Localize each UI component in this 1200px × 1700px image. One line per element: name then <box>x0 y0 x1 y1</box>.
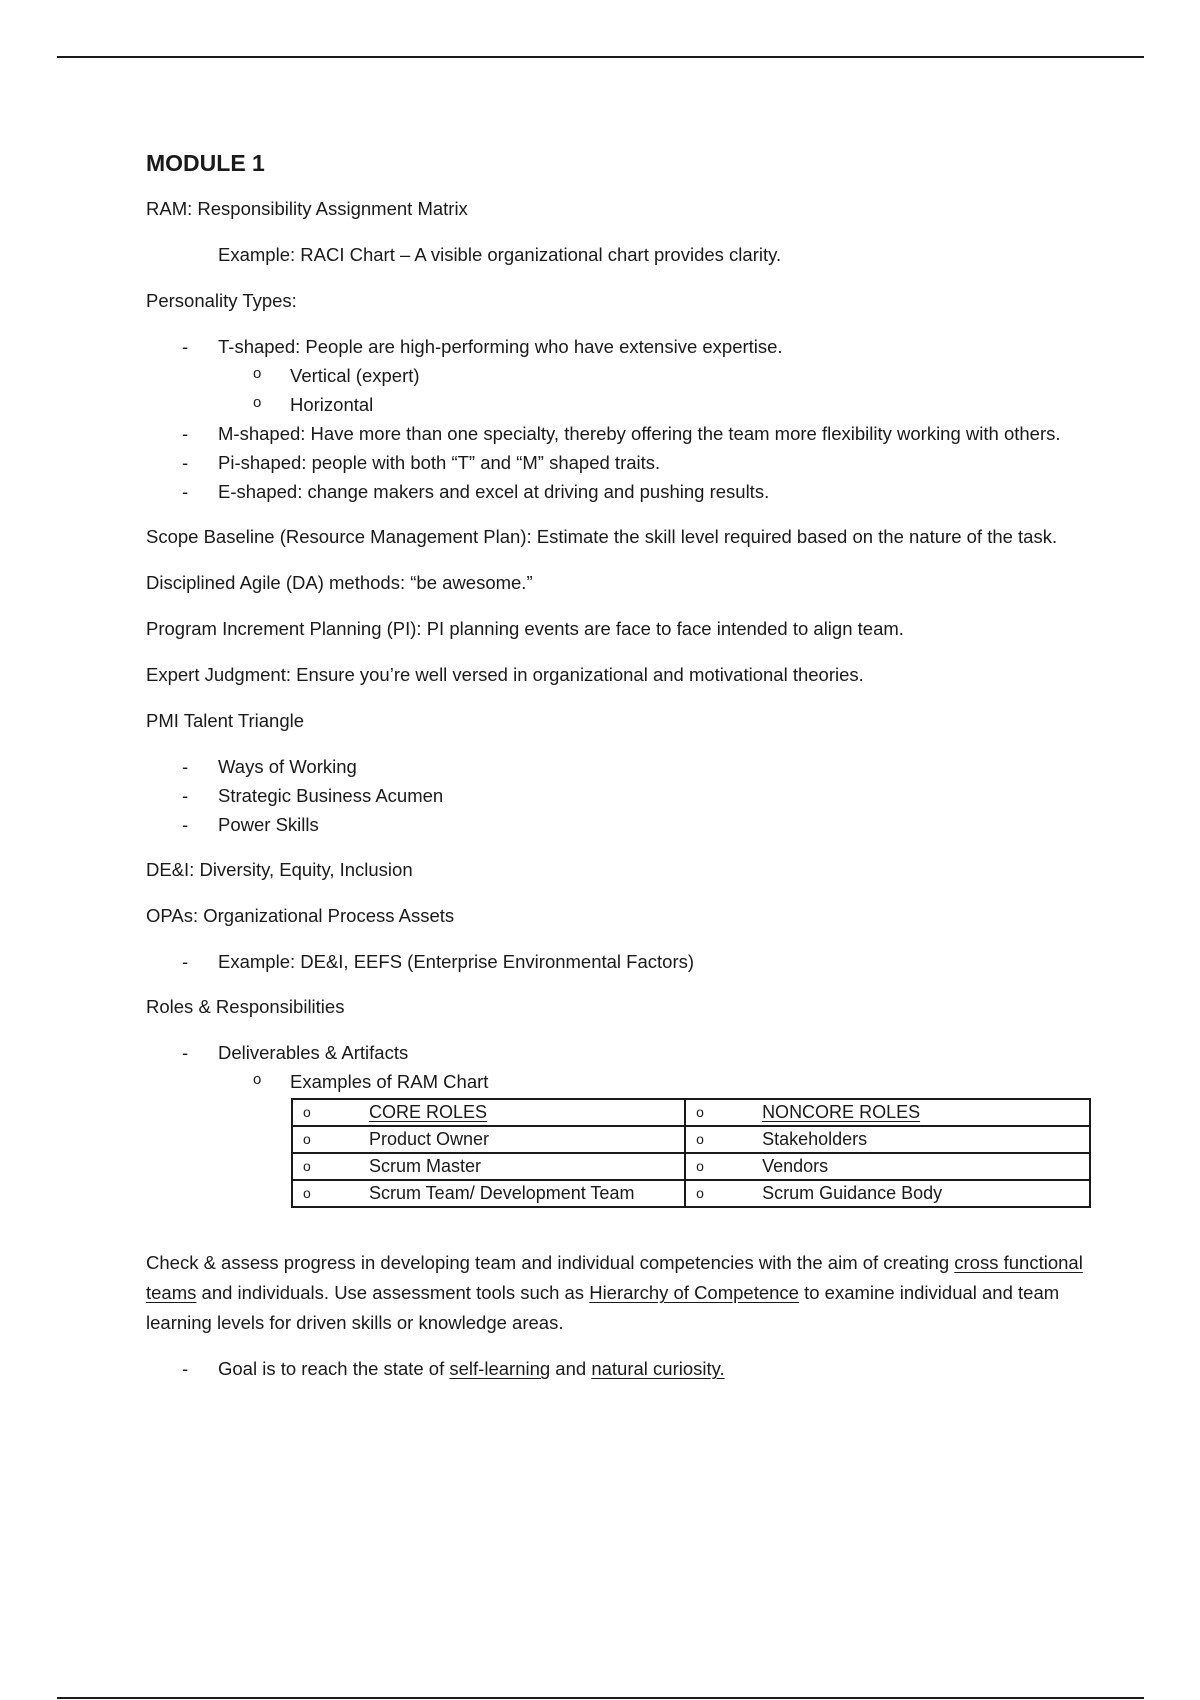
list-item: - Goal is to reach the state of self-learning and natural curiosity. <box>146 1354 1106 1383</box>
goal-list <box>146 1354 1106 1383</box>
self-learning-term: self-learning <box>449 1358 551 1379</box>
disciplined-agile: Disciplined Agile (DA) methods: “be awesome.” <box>146 572 533 593</box>
table-cell: Scrum Team/ Development Team <box>369 1183 635 1203</box>
header-rule <box>57 56 1144 58</box>
footer-rule <box>57 1697 1144 1699</box>
dei-definition: DE&I: Diversity, Equity, Inclusion <box>146 859 413 880</box>
opas-list <box>146 947 1106 976</box>
expert-judgment: Expert Judgment: Ensure you’re well versed in organizational and motivational theories. <box>146 664 864 685</box>
talent-heading: PMI Talent Triangle <box>146 710 305 731</box>
circle-bullet-icon: o <box>303 1158 311 1174</box>
circle-bullet-icon: o <box>696 1104 704 1120</box>
page-title: MODULE 1 <box>146 150 265 176</box>
circle-bullet-icon: o <box>303 1131 311 1147</box>
noncore-roles-header: NONCORE ROLES <box>762 1102 921 1122</box>
circle-bullet-icon: o <box>696 1131 704 1147</box>
list-item: - T-shaped: People are high-performing who have extensive expertise. o Vertical (expert) o Horizontal <box>146 332 1106 419</box>
roles-sublist <box>218 1067 1106 1096</box>
list-item: o Vertical (expert) <box>218 361 1106 390</box>
ram-definition: RAM: Responsibility Assignment Matrix <box>146 198 468 219</box>
talent-list <box>146 752 1106 839</box>
table-cell: Scrum Guidance Body <box>762 1183 943 1203</box>
list-item: - Pi-shaped: people with both “T” and “M” shaped traits. <box>146 448 1106 477</box>
table-cell: Vendors <box>762 1156 829 1176</box>
competency-paragraph: Check & assess progress in developing team and individual competencies with the aim of creating cross functional teams and individuals. Use assessment tools such as Hierarchy of Competence to examine individual and team learning levels for driven skills or knowledge areas. <box>146 1252 1083 1333</box>
circle-bullet-icon: o <box>303 1104 311 1120</box>
list-item: o Horizontal <box>218 390 1106 419</box>
pi-planning: Program Increment Planning (PI): PI planning events are face to face intended to align team. <box>146 618 904 639</box>
list-item: - Deliverables & Artifacts o Examples of RAM Chart <box>146 1038 1106 1096</box>
personality-heading: Personality Types: <box>146 290 297 311</box>
ram-table <box>291 1098 1091 1208</box>
cross-functional-teams-term: cross functional teams <box>146 1252 1083 1303</box>
list-item: - E-shaped: change makers and excel at driving and pushing results. <box>146 477 1106 506</box>
personality-list <box>146 332 1106 506</box>
core-roles-header: CORE ROLES <box>369 1102 488 1122</box>
table-cell: Product Owner <box>369 1129 490 1149</box>
table-row <box>292 1126 1090 1153</box>
natural-curiosity-term: natural curiosity. <box>591 1358 725 1379</box>
list-item: - Power Skills <box>146 810 1106 839</box>
list-item: - M-shaped: Have more than one specialty, thereby offering the team more flexibility working with others. <box>146 419 1106 448</box>
document-page <box>146 146 1106 1399</box>
scope-baseline: Scope Baseline (Resource Management Plan): Estimate the skill level required based on the nature of the task. <box>146 526 1058 547</box>
t-shaped-sublist <box>218 361 1106 419</box>
table-cell: Scrum Master <box>369 1156 482 1176</box>
table-header-row <box>292 1099 1090 1126</box>
roles-heading: Roles & Responsibilities <box>146 996 345 1017</box>
circle-bullet-icon: o <box>303 1185 311 1201</box>
table-row <box>292 1153 1090 1180</box>
circle-bullet-icon: o <box>696 1185 704 1201</box>
list-item: - Ways of Working <box>146 752 1106 781</box>
list-item: - Strategic Business Acumen <box>146 781 1106 810</box>
ram-example: Example: RACI Chart – A visible organizational chart provides clarity. <box>218 244 782 265</box>
table-row <box>292 1180 1090 1207</box>
list-item: - Example: DE&I, EEFS (Enterprise Environmental Factors) <box>146 947 1106 976</box>
list-item: o Examples of RAM Chart <box>218 1067 1106 1096</box>
opas-definition: OPAs: Organizational Process Assets <box>146 905 455 926</box>
roles-list <box>146 1038 1106 1096</box>
table-cell: Stakeholders <box>762 1129 868 1149</box>
hierarchy-of-competence-term: Hierarchy of Competence <box>589 1282 799 1303</box>
circle-bullet-icon: o <box>696 1158 704 1174</box>
